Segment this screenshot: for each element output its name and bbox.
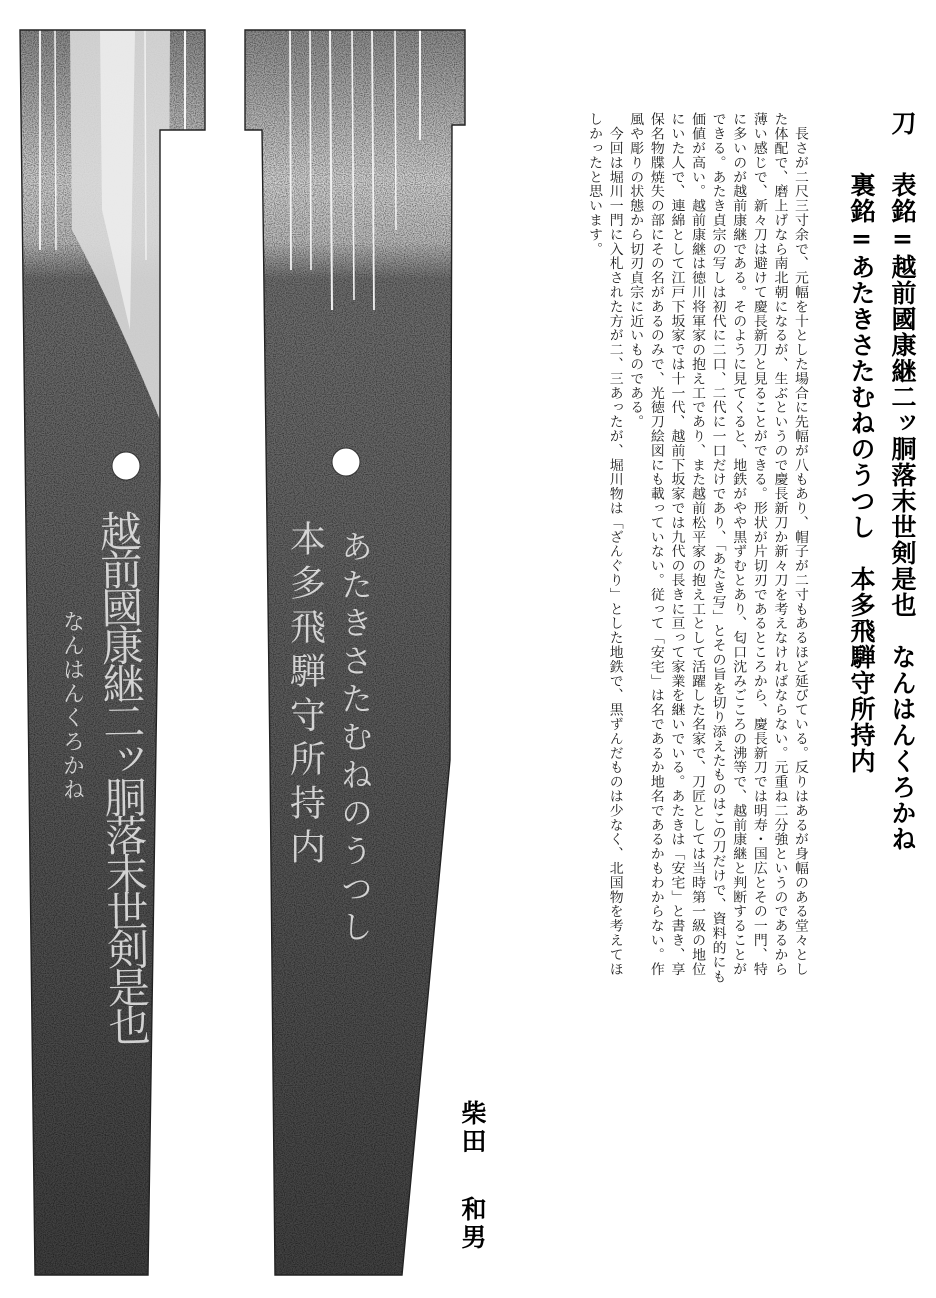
mei-omote-small: なんはんくろかね	[59, 610, 85, 802]
body-line: た体配で、磨上げなら南北朝になるが、生ぶというので慶長新刀か新々刀を考えなければならない。元重ね二分強というのであるから	[771, 112, 788, 976]
article-body	[492, 112, 810, 1272]
mei-omote: 越前國康継二ッ胴落末世剣是也	[93, 509, 152, 1043]
author-given-name: 和男	[458, 1196, 487, 1252]
body-line: 保名物牒焼失の部にその名があるのみで、光徳刀絵図にも載っていない。従って「安宅」は名であるか地名であるかもわからない。作	[647, 112, 664, 976]
body-line: 薄い感じで、新々刀は避けて慶長新刀と見ることができる。形状が片切刃であるところから、慶長新刀では明寿・国広とその一門、特	[750, 112, 767, 976]
mei-ura: あたきさたむねのうつし	[336, 530, 374, 948]
body-line: 価値が高い。越前康継は徳川将軍家の抱え工であり、また越前松平家の抱え工として活躍した名家で、刀匠としては当時第一級の地位	[689, 112, 706, 976]
mei-ura-small: 本多飛騨守所持内	[284, 520, 326, 872]
author-surname: 柴田	[458, 1100, 487, 1156]
body-line: 長さが二尺三寸余で、元幅を十とした場合に先幅が八もあり、帽子が二寸もあるほど延びている。反りはあるが身幅のある堂々とし	[792, 112, 808, 976]
heading-kanji: 刀	[888, 110, 917, 136]
body-line: できる。あたき貞宗の写しは初代に二口、二代に一口だけであり、「あたき写」とその旨を切り添えたものはこの刀だけで、資料的にも	[709, 112, 726, 984]
heading-ura-mei: 裏銘=あたきさたむねのうつし 本多飛騨守所持内	[847, 172, 876, 774]
body-line: 今回は堀川一門に入札された方が二、三あったが、堀川物は「ざんぐり」とした地鉄で、黒ずんだものは少なく、北国物を考えてほ	[606, 112, 623, 976]
body-line: にいた人で、連綿として江戸下坂家では十一代、越前下坂家では九代の長きに亘って家業を継いでいる。あたきは「安宅」と書き、享	[668, 112, 685, 976]
body-line: に多いのが越前康継である。そのように見てくると、地鉄がやや黒ずむとあり、匂口沈みごころの沸等で、越前康継と判断することが	[730, 112, 747, 976]
heading-omote-mei: 表銘=越前國康継二ッ胴落末世剣是也 なんはんくろかね	[888, 172, 917, 852]
body-line: 風や彫りの状態から切刃貞宗に近いものである。	[627, 112, 644, 429]
body-line: しかったと思います。	[586, 112, 603, 256]
